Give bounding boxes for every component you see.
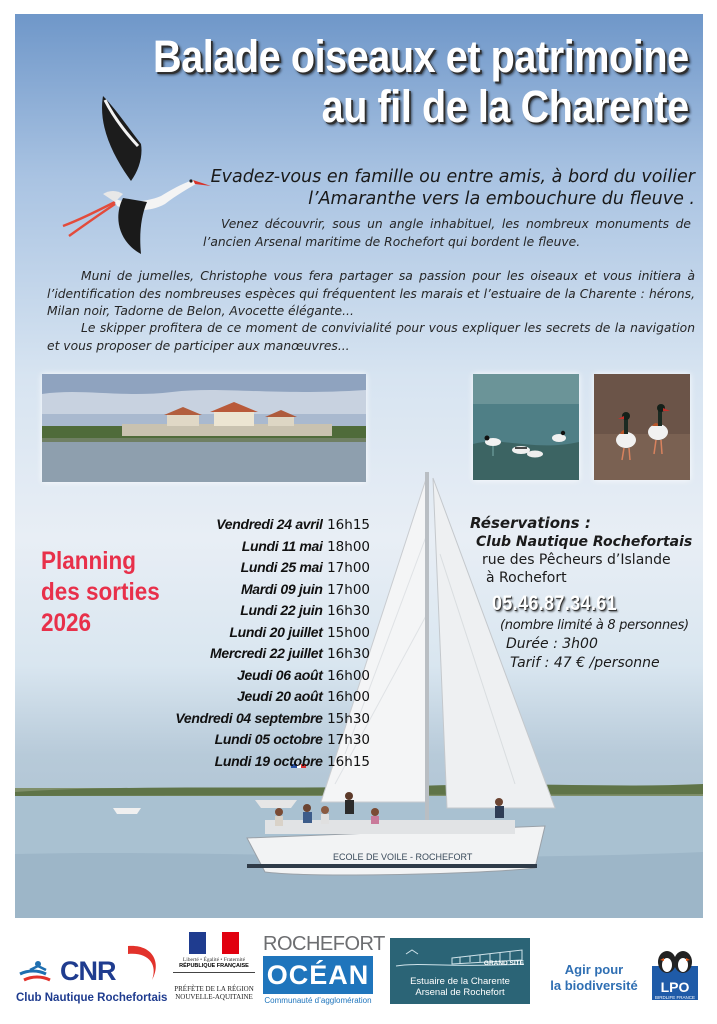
schedule-time: 16h15 [327, 753, 370, 770]
reservation-block [470, 514, 700, 673]
poster-title [153, 32, 689, 132]
estuaire-name-line-2: Arsenal de Rochefort [415, 987, 505, 998]
lead-line-1: Evadez-vous en famille ou entre amis, à bord du voilier [210, 167, 695, 187]
reservation-city: à Rochefort [486, 570, 567, 586]
reservation-street: rue des Pêcheurs d’Islande [482, 552, 671, 568]
reservation-club: Club Nautique Rochefortais [476, 534, 693, 550]
paragraph-birds: Muni de jumelles, Christophe vous fera partager sa passion pour les oiseaux et vous initiera à l’identification des nombreuses espèces qui fréquentent les marais et l’estuaire de la Charente : hérons, Milan noir, Tadorne de Belon, Avocette élégante... [47, 269, 695, 318]
schedule-row [175, 579, 370, 601]
schedule-time: 16h30 [327, 603, 370, 619]
schedule-row [175, 600, 370, 622]
lead-line-2: l’Amaranthe vers la embouchure du fleuve . [308, 189, 695, 209]
schedule-day: Jeudi 06 août [237, 666, 323, 683]
schedule-row [175, 665, 370, 687]
schedule-row [175, 536, 370, 558]
ro-subtitle: Communauté d’agglomération [264, 996, 372, 1005]
prefet-name: PRÉFÈTE DE LA RÉGION NOUVELLE-AQUITAINE [174, 985, 254, 1001]
rochefort-ocean-logo [263, 933, 385, 1014]
planning-line-2: des sorties [41, 578, 160, 606]
estuaire-logo [390, 938, 530, 1004]
schedule-row [175, 751, 370, 773]
schedule-row [175, 708, 370, 730]
schedule-time: 16h15 [327, 517, 370, 533]
planning-line-3: 2026 [41, 609, 92, 637]
poster-background [15, 14, 703, 918]
schedule-time: 18h00 [327, 538, 370, 555]
title-line-2: au fil de la Charente [321, 81, 689, 132]
schedule-day: Lundi 05 octobre [214, 731, 323, 747]
schedule-time: 17h30 [327, 732, 370, 748]
lpo-text: LPO [660, 979, 690, 995]
prefet-motto: Liberté • Égalité • Fraternité [182, 957, 246, 963]
schedule-row [175, 622, 370, 644]
lpo-slogan-line-1: Agir pour [564, 962, 624, 977]
schedule-row [175, 514, 370, 536]
schedule-day: Lundi 22 juin [240, 602, 323, 618]
reservation-limit: (nombre limité à 8 personnes) [500, 618, 689, 633]
schedule-time: 16h00 [327, 689, 370, 705]
hull-text: ECOLE DE VOILE - ROCHEFORT [333, 852, 473, 862]
lpo-logo [650, 948, 700, 1002]
reservation-phone[interactable]: 05.46.87.34.61 [492, 592, 618, 615]
prefet-republic: RÉPUBLIQUE FRANÇAISE [173, 963, 255, 973]
estuaire-grand-site: GRAND SITE [483, 960, 524, 967]
schedule-row [175, 686, 370, 708]
paragraph-skipper: Le skipper profitera de ce moment de convivialité pour vous expliquer les secrets de la navigation et vous proposer de participer aux manœuvres... [47, 321, 695, 353]
schedule-day: Jeudi 20 août [237, 688, 323, 704]
schedule-row [175, 729, 370, 751]
schedule-day: Lundi 25 mai [240, 559, 323, 575]
lpo-slogan-line-2: la biodiversité [550, 978, 638, 993]
schedule-day: Vendredi 04 septembre [175, 709, 323, 726]
schedule-time: 17h00 [327, 560, 370, 576]
partner-logos [0, 926, 717, 1024]
schedule-time: 15h30 [327, 710, 370, 727]
paragraph-monuments: Venez découvrir, sous un angle inhabituel, les nombreux monuments de l’ancien Arsenal maritime de Rochefort qui bordent le fleuve. [203, 217, 691, 249]
cnr-text: CNR [60, 956, 116, 986]
cnr-logo [16, 936, 166, 1008]
schedule-time: 17h00 [327, 581, 370, 598]
french-flag-icon [189, 932, 239, 954]
reservation-heading: Réservations : [470, 514, 591, 532]
planning-heading [41, 546, 160, 639]
schedule-time: 15h00 [327, 624, 370, 641]
schedule-day: Lundi 11 mai [241, 537, 323, 554]
schedule-day: Lundi 20 juillet [229, 623, 323, 640]
lpo-slogan [544, 962, 644, 994]
schedule-time: 16h30 [327, 646, 370, 662]
title-line-1: Balade oiseaux et patrimoine [153, 31, 689, 82]
schedule-day: Mercredi 22 juillet [210, 645, 323, 661]
lpo-subtitle: BIRDLIFE FRANCE [654, 995, 696, 1000]
schedule-list [175, 514, 370, 772]
schedule-day: Mardi 09 juin [240, 580, 323, 597]
schedule-day: Lundi 19 octobre [214, 752, 323, 769]
schedule-row [175, 557, 370, 579]
prefet-logo [173, 932, 255, 1016]
ro-ocean: OCÉAN [263, 956, 373, 994]
reservation-price: Tarif : 47 € /personne [510, 655, 660, 671]
schedule-time: 16h00 [327, 667, 370, 684]
estuaire-name-line-1: Estuaire de la Charente [410, 976, 510, 987]
reservation-duration: Durée : 3h00 [506, 636, 598, 652]
schedule-row [175, 643, 370, 665]
lead-text [185, 166, 695, 210]
planning-line-1: Planning [41, 547, 137, 575]
schedule-day: Vendredi 24 avril [216, 516, 323, 532]
cnr-subtitle: Club Nautique Rochefortais [16, 992, 168, 1004]
estuaire-name [390, 976, 530, 998]
ro-title: ROCHEFORT [263, 933, 385, 955]
